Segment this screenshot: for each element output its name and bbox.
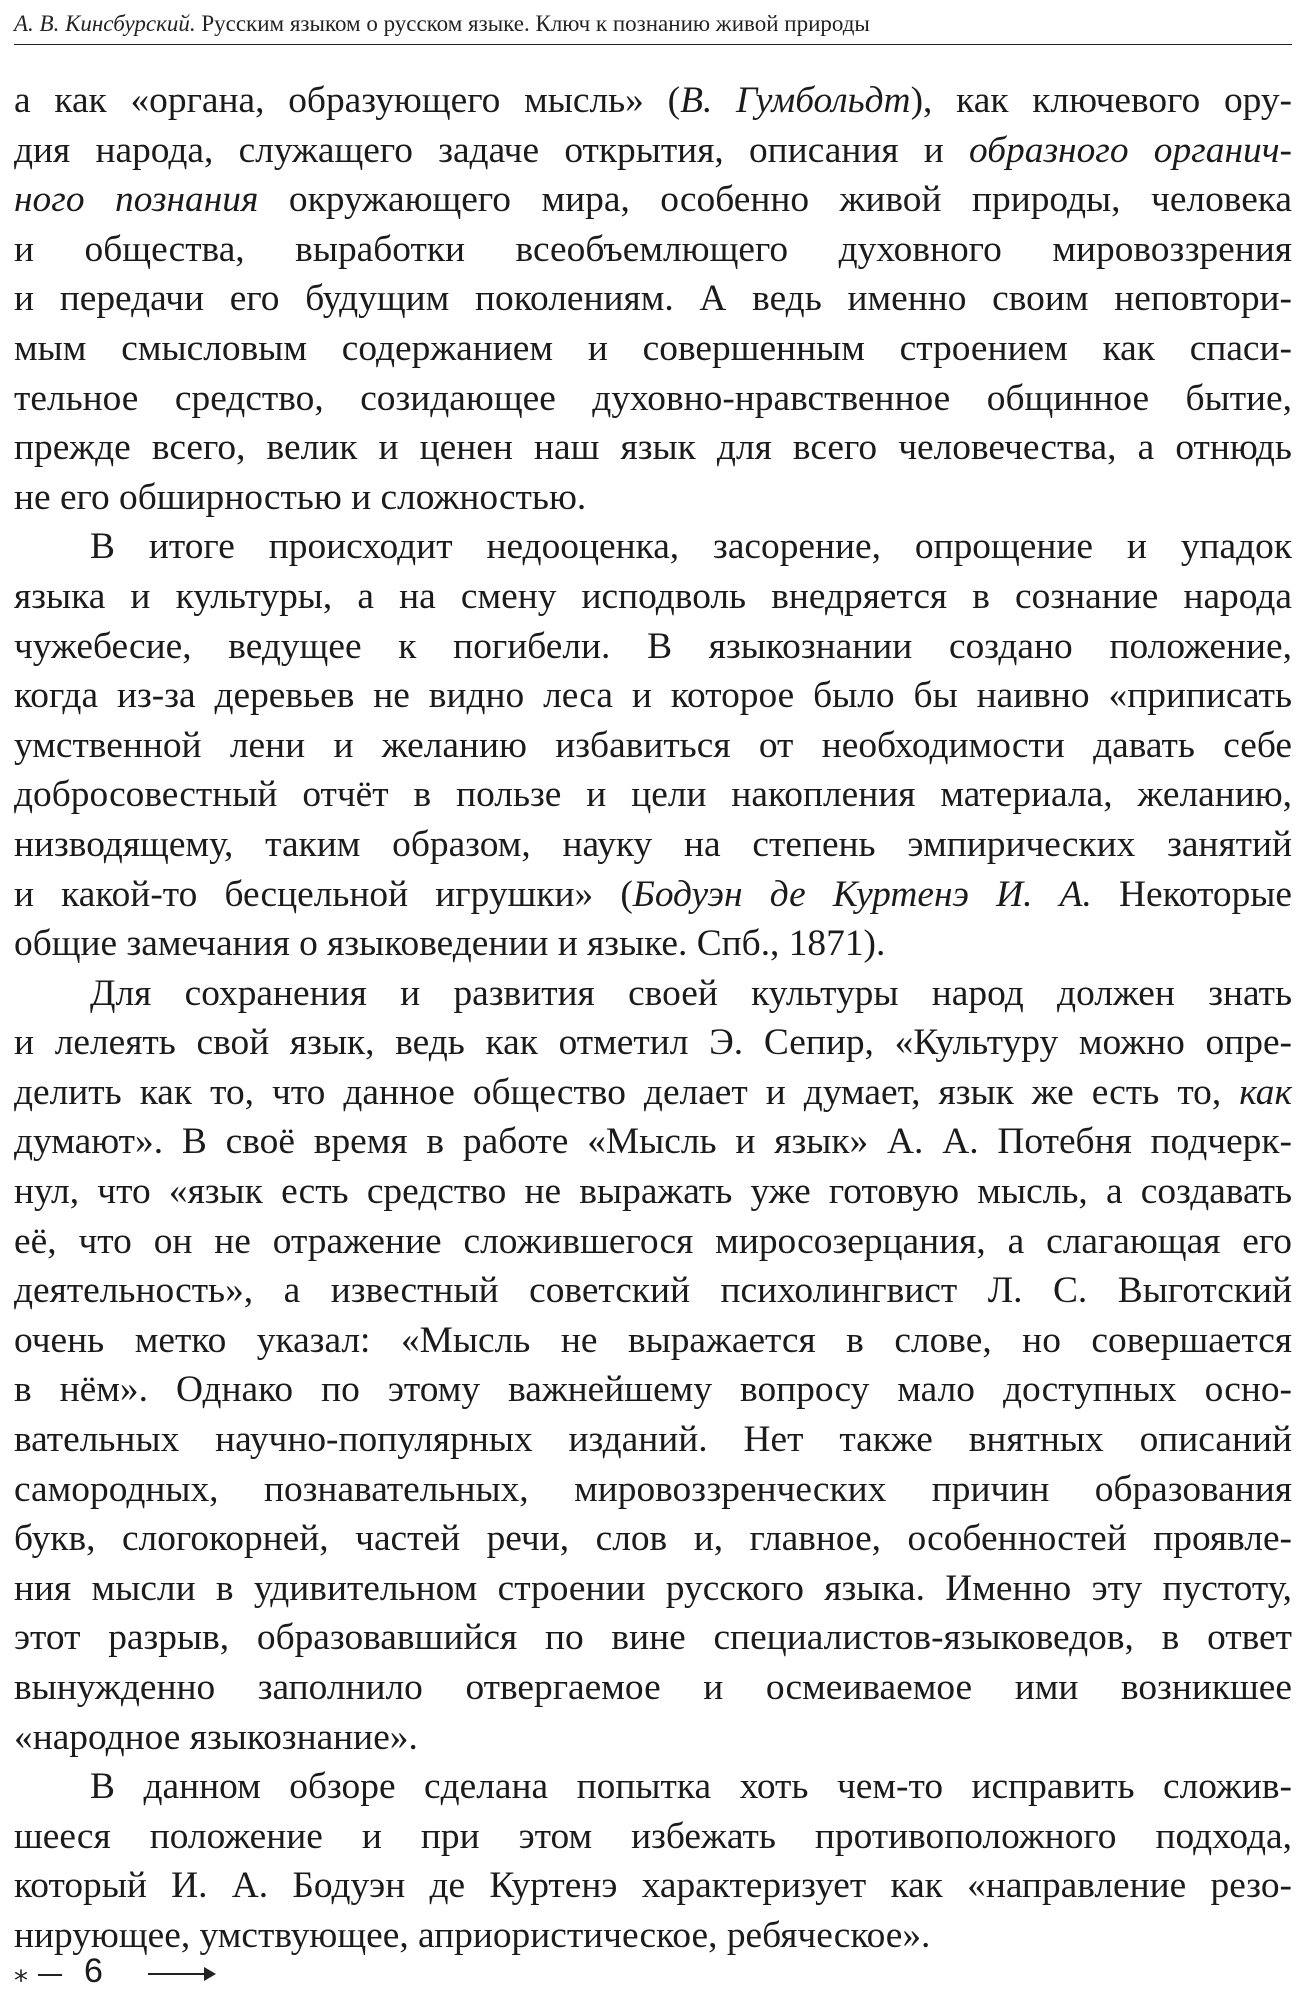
text-run: когда из-за деревьев не видно леса и которое было бы наивно «приписать bbox=[14, 675, 1292, 717]
text-line bbox=[14, 870, 1292, 920]
text-run: ния мысли в удивительном строении русского языка. Именно эту пустоту, bbox=[14, 1567, 1292, 1609]
text-line bbox=[14, 969, 1292, 1019]
text-line bbox=[14, 423, 1292, 473]
text-line bbox=[14, 919, 1292, 969]
text-line bbox=[14, 324, 1292, 374]
text-line bbox=[14, 770, 1292, 820]
paragraph bbox=[14, 1762, 1292, 1960]
italic-run: В. Гумбольдт bbox=[680, 80, 911, 121]
text-run: и общества, выработки всеобъемлющего духовного мировоззрения bbox=[14, 228, 1292, 270]
text-run: который И. А. Бодуэн де Куртенэ характеризует как «направление резо- bbox=[14, 1865, 1292, 1907]
body-text bbox=[14, 76, 1292, 1961]
paragraph bbox=[14, 522, 1292, 968]
text-line bbox=[14, 522, 1292, 572]
text-line bbox=[14, 1514, 1292, 1564]
text-line bbox=[14, 374, 1292, 424]
text-line bbox=[14, 1217, 1292, 1267]
text-line bbox=[14, 225, 1292, 275]
text-line bbox=[14, 1861, 1292, 1911]
text-run: умственной лени и желанию избавиться от необходимости давать себе bbox=[14, 724, 1292, 766]
text-line bbox=[14, 622, 1292, 672]
text-run: очень метко указал: «Мысль не выражается в слове, но совершается bbox=[14, 1319, 1292, 1361]
text-run: вынужденно заполнило отвергаемое и осмеиваемое ими возникшее bbox=[14, 1667, 1292, 1708]
italic-run: как bbox=[1239, 1071, 1292, 1113]
text-line bbox=[14, 175, 1292, 225]
text-line bbox=[14, 1713, 1292, 1763]
text-line bbox=[14, 1465, 1292, 1515]
text-line bbox=[14, 1564, 1292, 1614]
text-line bbox=[14, 1018, 1292, 1068]
text-run: этот разрыв, образовавшийся по вине специалистов-языковедов, в ответ bbox=[14, 1617, 1292, 1659]
footer-rule-left bbox=[38, 1974, 62, 1976]
text-line bbox=[14, 1365, 1292, 1415]
text-run: букв, слогокорней, частей речи, слов и, главное, особенностей проявле- bbox=[14, 1518, 1292, 1560]
paragraph bbox=[14, 76, 1292, 522]
text-line bbox=[14, 1266, 1292, 1316]
text-run: В итоге происходит недооценка, засорение, опрощение и упадок bbox=[90, 526, 1292, 568]
text-run: делить как то, что данное общество делает и думает, язык же есть то, bbox=[14, 1071, 1240, 1113]
text-run: общие замечания о языковедении и языке. Спб., 1871). bbox=[14, 923, 886, 965]
text-run: чужебесие, ведущее к погибели. В языкознании создано положение, bbox=[14, 625, 1292, 667]
text-line bbox=[14, 1762, 1292, 1812]
text-line bbox=[14, 721, 1292, 771]
text-run: мым смысловым содержанием и совершенным строением как спаси- bbox=[14, 327, 1292, 369]
text-run: деятельность», а известный советский психолингвист Л. С. Выготский bbox=[14, 1270, 1292, 1312]
text-run: «народное языкознание». bbox=[14, 1716, 418, 1758]
text-line bbox=[14, 1613, 1292, 1663]
page-footer bbox=[14, 1952, 414, 1992]
text-line bbox=[14, 126, 1292, 176]
text-line bbox=[14, 1663, 1292, 1713]
text-line bbox=[14, 820, 1292, 870]
italic-run: ного познания bbox=[14, 179, 259, 221]
text-run: а как «органа, образующего мысль» ( bbox=[14, 80, 681, 121]
text-run: думают». В своё время в работе «Мысль и язык» А. А. Потебня подчерк- bbox=[14, 1121, 1292, 1163]
text-line bbox=[14, 1812, 1292, 1862]
text-line bbox=[14, 1167, 1292, 1217]
text-run: в нём». Однако по этому важнейшему вопросу мало доступных осно- bbox=[14, 1369, 1292, 1411]
text-line bbox=[14, 1316, 1292, 1366]
text-run: прежде всего, велик и ценен наш язык для всего человечества, а отнюдь bbox=[14, 427, 1292, 469]
text-line bbox=[14, 1068, 1292, 1118]
text-line bbox=[14, 473, 1292, 523]
text-run: не его обширностью и сложностью. bbox=[14, 476, 587, 518]
text-run: В данном обзоре сделана попытка хоть чем-то исправить сложив- bbox=[90, 1766, 1292, 1808]
page-number: 6 bbox=[84, 1952, 103, 1990]
text-line bbox=[14, 76, 1292, 126]
text-run: ), как ключевого ору- bbox=[910, 80, 1292, 121]
text-line bbox=[14, 1415, 1292, 1465]
italic-run: Бодуэн де Куртенэ И. А. bbox=[632, 873, 1092, 915]
italic-run: образного органич- bbox=[969, 129, 1293, 171]
running-head-author: А. В. Кинсбурский. bbox=[14, 11, 196, 36]
text-run: тельное средство, созидающее духовно-нравственное общинное бытие, bbox=[14, 377, 1292, 419]
arrow-right-head bbox=[204, 1967, 216, 1981]
text-run: и лелеять свой язык, ведь как отметил Э. Сепир, «Культуру можно опре- bbox=[14, 1022, 1292, 1064]
text-line bbox=[14, 1117, 1292, 1167]
text-run: окружающего мира, особенно живой природы, человека bbox=[258, 179, 1292, 221]
text-run: Для сохранения и развития своей культуры народ должен знать bbox=[90, 972, 1292, 1014]
text-run: добросовестный отчёт в пользе и цели накопления материала, желанию, bbox=[14, 774, 1292, 816]
text-run: Некоторые bbox=[1091, 873, 1292, 915]
text-line bbox=[14, 671, 1292, 721]
text-run: и какой-то бесцельной игрушки» ( bbox=[14, 873, 633, 915]
text-run: вательных научно-популярных изданий. Нет также внятных описаний bbox=[14, 1419, 1292, 1461]
text-run: её, что он не отражение сложившегося миросозерцания, а слагающая его bbox=[14, 1220, 1292, 1262]
running-head-title: Русским языком о русском языке. Ключ к познанию живой природы bbox=[195, 11, 870, 36]
text-line bbox=[14, 274, 1292, 324]
text-run: низводящему, таким образом, науку на степень эмпирических занятий bbox=[14, 823, 1292, 865]
text-line bbox=[14, 572, 1292, 622]
text-run: самородных, познавательных, мировоззренческих причин образования bbox=[14, 1468, 1292, 1510]
paragraph bbox=[14, 969, 1292, 1763]
text-run: и передачи его будущим поколениям. А ведь именно своим неповтори- bbox=[14, 278, 1292, 320]
text-run: нул, что «язык есть средство не выражать уже готовую мысль, а создавать bbox=[14, 1171, 1292, 1213]
text-run: языка и культуры, а на смену исподволь внедряется в сознание народа bbox=[14, 575, 1292, 617]
asterism-ornament-icon: ⁎ bbox=[14, 1955, 28, 1988]
running-head bbox=[14, 8, 1292, 45]
text-run: шееся положение и при этом избежать противоположного подхода, bbox=[14, 1815, 1292, 1857]
text-run: дия народа, служащего задаче открытия, описания и bbox=[14, 129, 970, 171]
text-run: нирующее, умствующее, априористическое, ребяческое». bbox=[14, 1914, 931, 1956]
